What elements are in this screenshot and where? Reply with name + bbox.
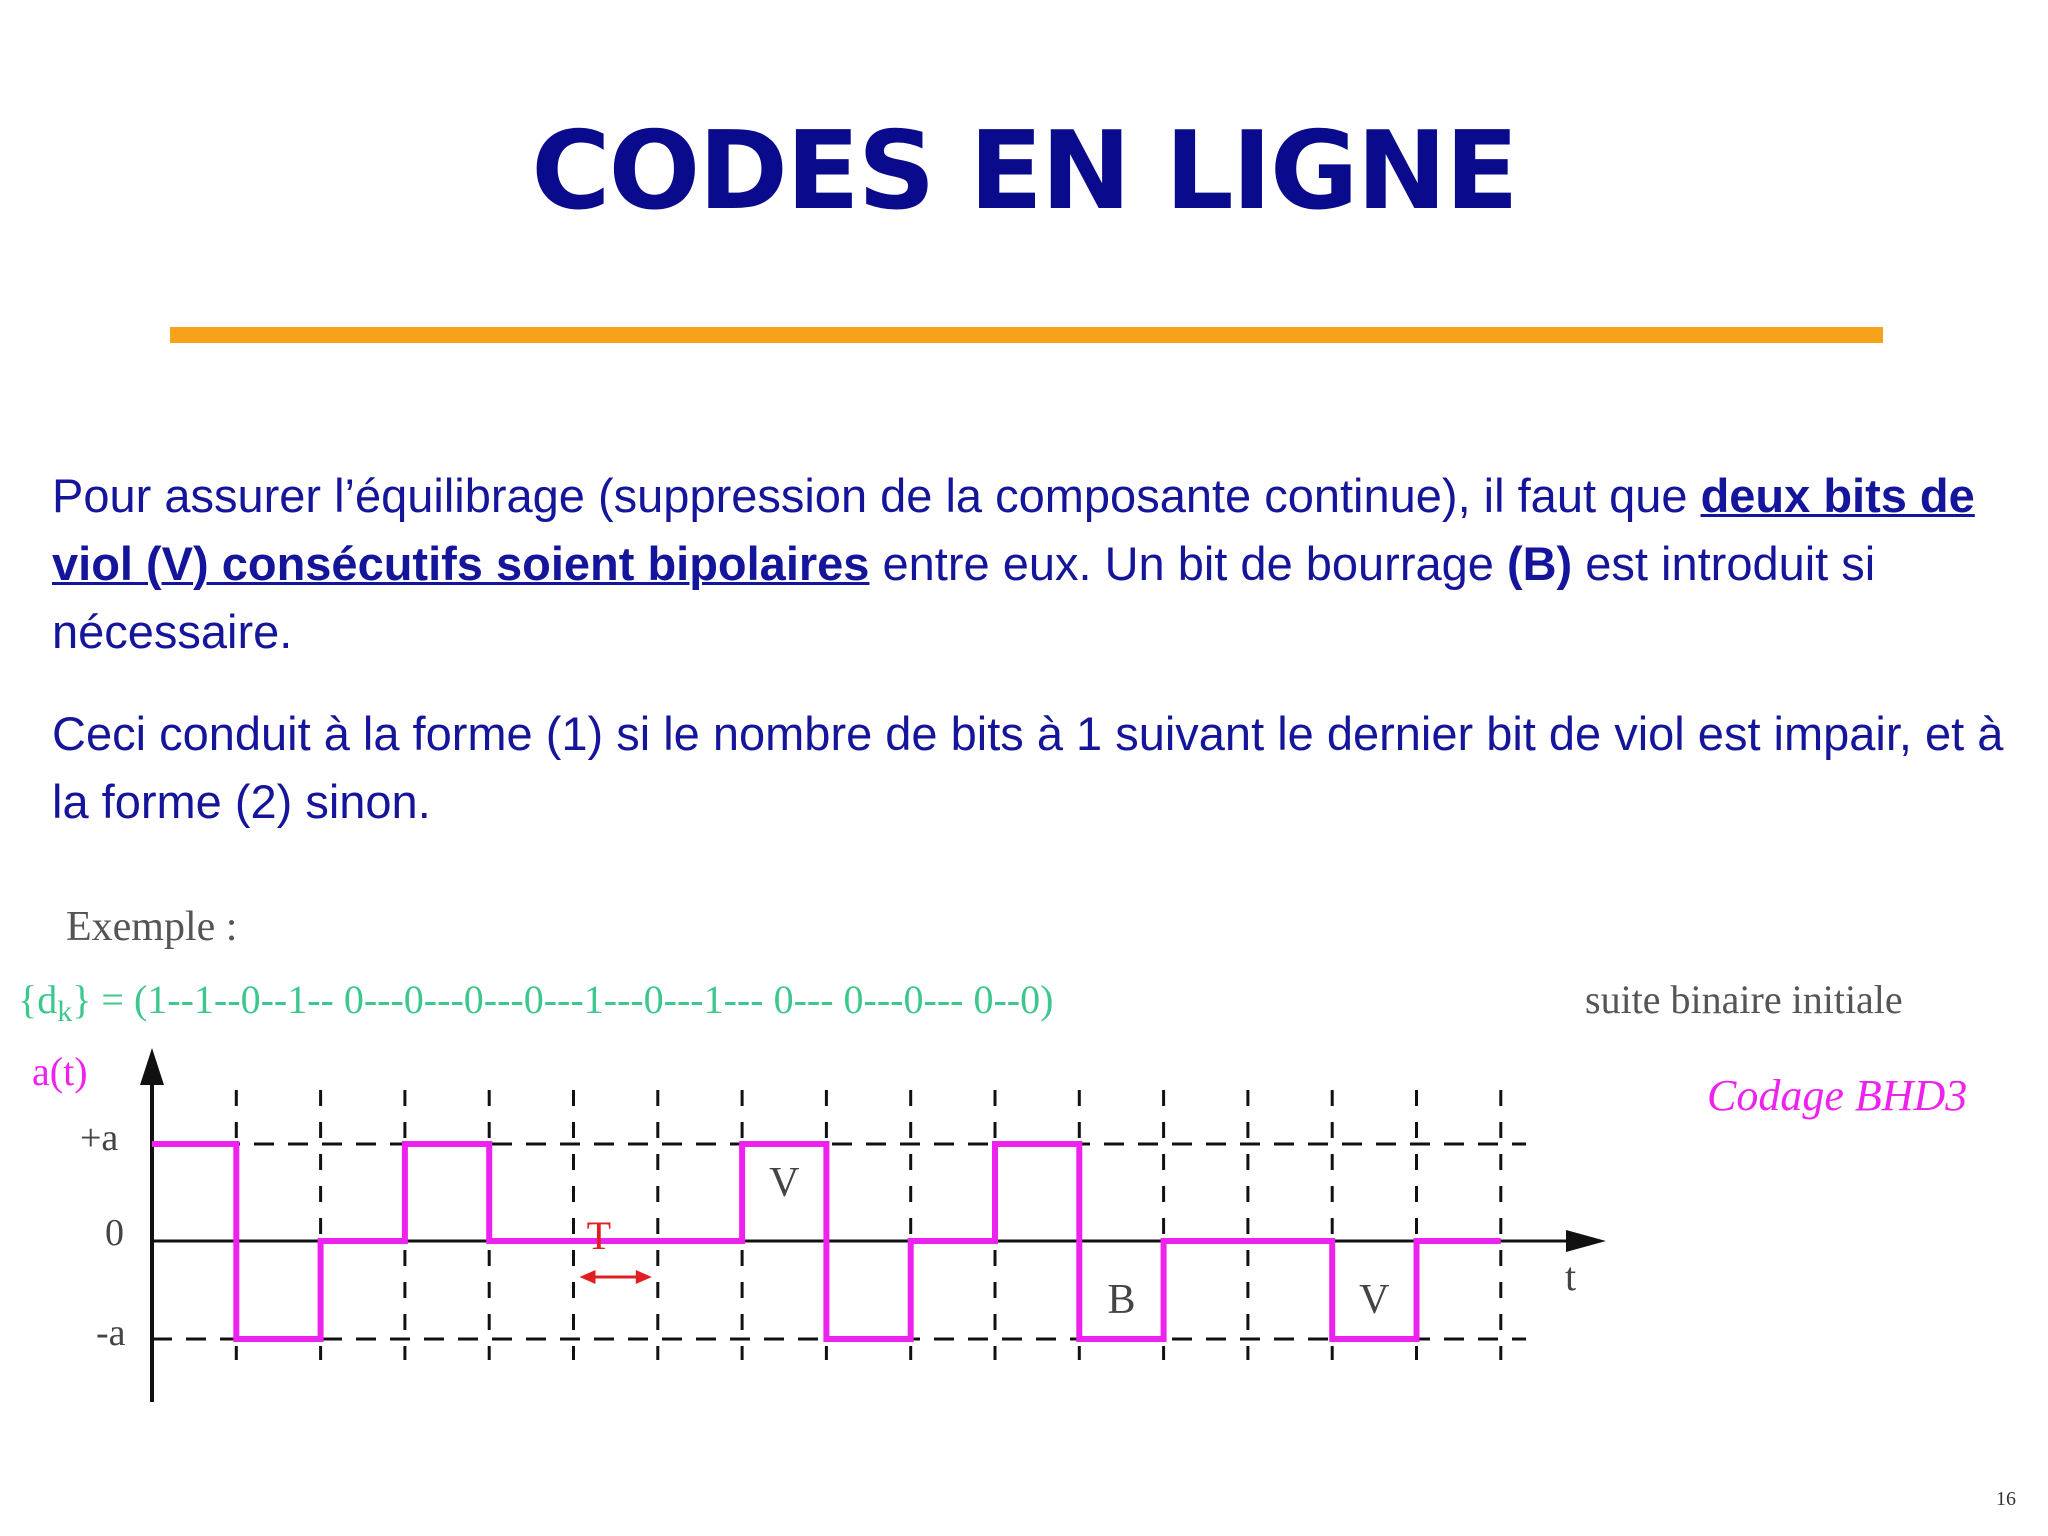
sequence-caption: suite binaire initiale xyxy=(1585,977,1903,1022)
sequence-subscript: k xyxy=(57,995,73,1028)
paragraph-balance-text-3: est introduit si nécessaire. xyxy=(52,537,1876,658)
paragraph-balance-b-label: (B) xyxy=(1506,537,1573,590)
level-label-low: -a xyxy=(96,1312,126,1354)
period-arrow-right-icon xyxy=(636,1270,652,1284)
marker-b: B xyxy=(1107,1277,1136,1323)
paragraph-balance-emphasis: deux bits de viol (V) consécutifs soient bipolaires xyxy=(52,469,1975,590)
binary-sequence xyxy=(18,977,1053,1028)
sequence-rhs: } = (1--1--0--1-- 0---0---0---0---1---0---1--- 0--- 0---0--- 0--0) xyxy=(72,977,1054,1022)
level-label-zero: 0 xyxy=(105,1212,124,1254)
paragraph-forms: Ceci conduit à la forme (1) si le nombre de bits à 1 suivant le dernier bit de viol est impair, et à la forme (2) sinon. xyxy=(52,707,2004,828)
grid-lines xyxy=(152,1090,1526,1360)
time-axis-label: t xyxy=(1565,1254,1577,1299)
paragraph-balance-text-1: Pour assurer l’équilibrage (suppression de la composante continue), il faut que xyxy=(52,469,1701,522)
period-label: T xyxy=(586,1213,612,1258)
title-underline xyxy=(170,327,1883,343)
page-number: 16 xyxy=(1996,1488,2016,1510)
marker-v: V xyxy=(769,1160,800,1206)
sequence-lhs: {d xyxy=(18,977,58,1022)
time-axis-arrow-icon xyxy=(1566,1230,1606,1252)
coding-caption: Codage BHD3 xyxy=(1707,1071,1968,1120)
paragraph-balance-text-2: entre eux. Un bit de bourrage xyxy=(869,537,1507,590)
bhd3-diagram xyxy=(0,880,2048,1440)
marker-v: V xyxy=(1359,1277,1390,1323)
level-label-high: +a xyxy=(80,1117,119,1159)
period-arrow-left-icon xyxy=(580,1270,596,1284)
slide-title: CODES EN LIGNE xyxy=(531,109,1517,234)
paragraph-balance xyxy=(52,462,2032,666)
period-indicator xyxy=(580,1213,652,1284)
example-label: Exemple : xyxy=(66,904,238,950)
signal-axis-arrow-icon xyxy=(140,1048,164,1085)
bhd3-signal xyxy=(152,1144,1501,1339)
signal-axis-label: a(t) xyxy=(32,1049,88,1094)
